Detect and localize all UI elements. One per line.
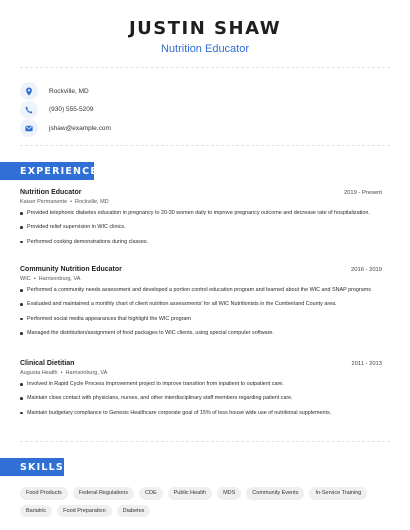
location-text: Rockville, MD bbox=[49, 87, 89, 95]
skill-chip: Community Events bbox=[246, 487, 304, 500]
list-item: Evaluated and maintained a monthly chart of client nutrition assessments' for all WIC Nutritionists in the Cumberland County area. bbox=[20, 300, 382, 309]
job-entry bbox=[20, 189, 382, 252]
job-company: Kaiser Permanente bbox=[20, 199, 68, 205]
candidate-name: JUSTIN SHAW bbox=[128, 18, 282, 39]
experience-section-heading: EXPERIENCE bbox=[0, 162, 94, 180]
phone-icon bbox=[20, 101, 38, 119]
skills-section-heading: SKILLS bbox=[0, 458, 64, 476]
skill-chip: Federal Regulations bbox=[73, 487, 134, 500]
job-company: Augusta Health bbox=[20, 370, 58, 376]
list-item: Provided telephonic diabetes education in pregnancy to 20-30 women daily to improve pregnancy outcome and decrease rate of hospitalization. bbox=[20, 209, 382, 218]
list-item: Provided relief supervision in WIC clinics. bbox=[20, 223, 382, 232]
job-dates: 2016 - 2019 bbox=[351, 267, 382, 273]
job-dates: 2011 - 2013 bbox=[351, 361, 382, 367]
skill-chip: Food Preparation bbox=[57, 505, 112, 518]
contact-location bbox=[20, 82, 111, 100]
header-divider bbox=[20, 67, 390, 68]
job-company-line bbox=[20, 199, 382, 205]
skills-list bbox=[20, 487, 394, 517]
list-item: Performed social media appearances that highlight the WIC program bbox=[20, 315, 382, 324]
resume-header bbox=[0, 0, 410, 56]
bullet-separator: • bbox=[33, 276, 36, 282]
skill-chip: In-Service Training bbox=[309, 487, 367, 500]
job-entry bbox=[20, 266, 382, 343]
phone-text[interactable]: (930) 555-5209 bbox=[49, 106, 94, 113]
job-location: Rockville, MD bbox=[75, 199, 109, 205]
contact-info bbox=[20, 82, 111, 137]
skill-chip: Public Health bbox=[168, 487, 212, 500]
skill-chip: Bariatric bbox=[20, 505, 52, 518]
experience-divider bbox=[20, 441, 390, 442]
bullet-separator: • bbox=[60, 370, 63, 376]
job-title: Clinical Dietitian bbox=[20, 360, 75, 367]
list-item: Performed a community needs assessment and developed a portion control education program and learned about the WIC and SNAP programs bbox=[20, 286, 382, 295]
contact-divider bbox=[20, 145, 390, 146]
job-bullets bbox=[20, 380, 382, 417]
job-entry bbox=[20, 360, 382, 423]
skill-chip: Food Products bbox=[20, 487, 68, 500]
job-bullets bbox=[20, 286, 382, 338]
job-location: Harrisonburg, VA bbox=[38, 276, 81, 282]
list-item: Managed the distribution/assignment of food packages to WIC clients, using special computer software. bbox=[20, 329, 382, 338]
list-item: Performed cooking demonstrations during classes. bbox=[20, 238, 382, 247]
job-company-line bbox=[20, 276, 382, 282]
email-icon bbox=[20, 119, 38, 137]
skill-chip: CDE bbox=[139, 487, 163, 500]
list-item: Involved in Rapid Cycle Process Improvement project to improve transition from inpatient to outpatient care. bbox=[20, 380, 382, 389]
job-dates: 2019 - Present bbox=[343, 190, 382, 196]
list-item: Maintain budgetary compliance to Genesis Healthcare corporate goal of 15% of less house wide use of nutritional supplements. bbox=[20, 409, 382, 418]
skill-chip: Diabetes bbox=[117, 505, 151, 518]
job-title-headline: Nutrition Educator bbox=[160, 43, 250, 55]
skill-chip: MDS bbox=[217, 487, 241, 500]
job-company: WIC bbox=[20, 276, 31, 282]
contact-phone bbox=[20, 101, 111, 119]
job-bullets bbox=[20, 209, 382, 246]
list-item: Maintain close contact with physicians, nurses, and other interdisciplinary staff members regarding patient care. bbox=[20, 394, 382, 403]
job-company-line bbox=[20, 370, 382, 376]
location-pin-icon bbox=[20, 82, 38, 100]
job-location: Harrisonburg, VA bbox=[65, 370, 108, 376]
contact-email bbox=[20, 119, 111, 137]
job-title: Community Nutrition Educator bbox=[20, 266, 122, 273]
job-title: Nutrition Educator bbox=[20, 189, 82, 196]
email-text[interactable]: jshaw@example.com bbox=[49, 124, 111, 132]
bullet-separator: • bbox=[70, 199, 73, 205]
